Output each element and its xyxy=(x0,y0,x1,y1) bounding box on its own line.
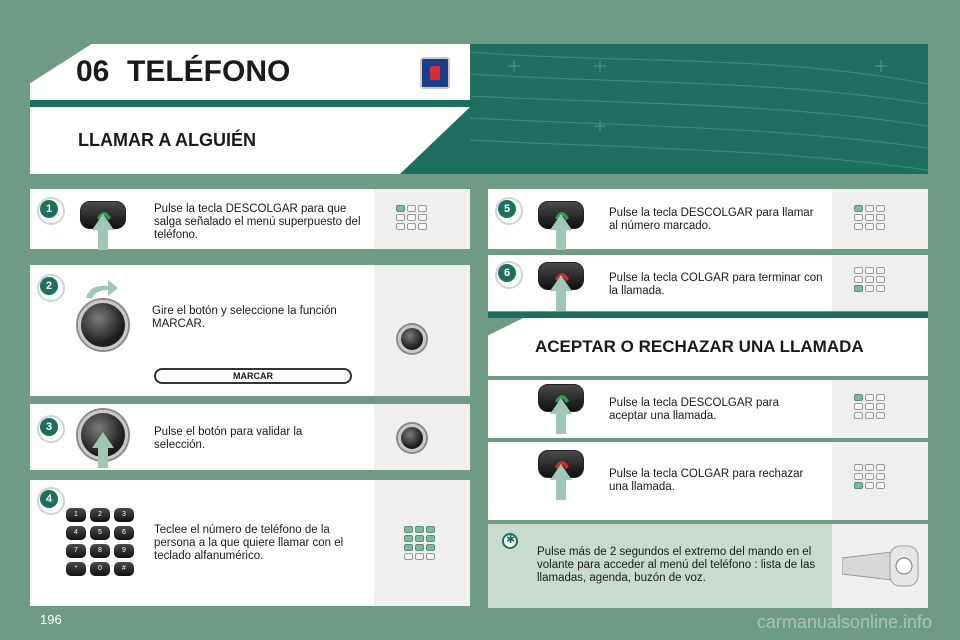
step-number-6: 6 xyxy=(498,264,516,282)
dial-knob-icon xyxy=(78,300,128,350)
step-number-5: 5 xyxy=(498,200,516,218)
reject-call-text: Pulse la tecla COLGAR para rechazar una llamada. xyxy=(609,468,804,493)
step-text-6: Pulse la tecla COLGAR para terminar con la llamada. xyxy=(609,272,823,297)
control-panel-image xyxy=(374,189,470,249)
tip-icon xyxy=(502,533,518,549)
menu-option-marcar: MARCAR xyxy=(154,368,352,384)
header-graphic xyxy=(470,44,928,174)
rotate-arrow-icon xyxy=(84,278,120,300)
section-divider xyxy=(488,312,928,318)
keypad-illustration xyxy=(404,526,435,560)
control-panel-image xyxy=(832,255,928,311)
watermark: carmanualsonline.info xyxy=(756,612,932,632)
step-number-2: 2 xyxy=(40,277,58,295)
accept-section-title: ACEPTAR O RECHAZAR UNA LLAMADA xyxy=(535,337,864,356)
alphanumeric-keypad-icon: 1 2 3 4 5 6 7 8 9 * 0 # xyxy=(66,508,134,576)
header-divider xyxy=(30,100,470,107)
keypad-illustration xyxy=(854,205,885,230)
step-text-5: Pulse la tecla DESCOLGAR para llamar al número marcado. xyxy=(609,207,814,232)
section-title: LLAMAR A ALGUIÉN xyxy=(78,130,256,150)
step-number-3: 3 xyxy=(40,418,58,436)
step-text-4: Teclee el número de teléfono de la persona a la que quiere llamar con el teclado alfanumérico. xyxy=(154,524,344,562)
step-number-1: 1 xyxy=(40,200,58,218)
control-panel-image xyxy=(374,265,470,396)
keypad-illustration xyxy=(854,267,885,292)
keypad-illustration xyxy=(396,205,427,230)
control-panel-image xyxy=(832,380,928,438)
page-number: 196 xyxy=(40,612,62,627)
keypad-illustration xyxy=(854,394,885,419)
dial-illustration xyxy=(398,325,426,353)
accept-call-text: Pulse la tecla DESCOLGAR para aceptar una llamada. xyxy=(609,397,780,422)
keypad-illustration xyxy=(854,464,885,489)
step-text-2: Gire el botón y seleccione la función MARCAR. xyxy=(152,305,337,330)
step-text-3: Pulse el botón para validar la selección. xyxy=(154,426,303,451)
step-number-4: 4 xyxy=(40,490,58,508)
phone-logo-icon xyxy=(420,57,450,89)
control-panel-image xyxy=(832,442,928,520)
control-panel-image xyxy=(832,189,928,249)
dial-illustration xyxy=(398,424,426,452)
control-panel-image xyxy=(374,404,470,470)
step-text-1: Pulse la tecla DESCOLGAR para que salga señalado el menú superpuesto del teléfono. xyxy=(154,203,361,241)
control-panel-image xyxy=(374,480,470,606)
chapter-number: 06 xyxy=(76,55,110,88)
tip-text: Pulse más de 2 segundos el extremo del mando en el volante para acceder al menú del teléfono : lista de las llamadas, agenda, buzón de voz. xyxy=(537,546,816,584)
chapter-title: TELÉFONO xyxy=(127,55,291,88)
steering-stalk-icon xyxy=(842,538,922,594)
